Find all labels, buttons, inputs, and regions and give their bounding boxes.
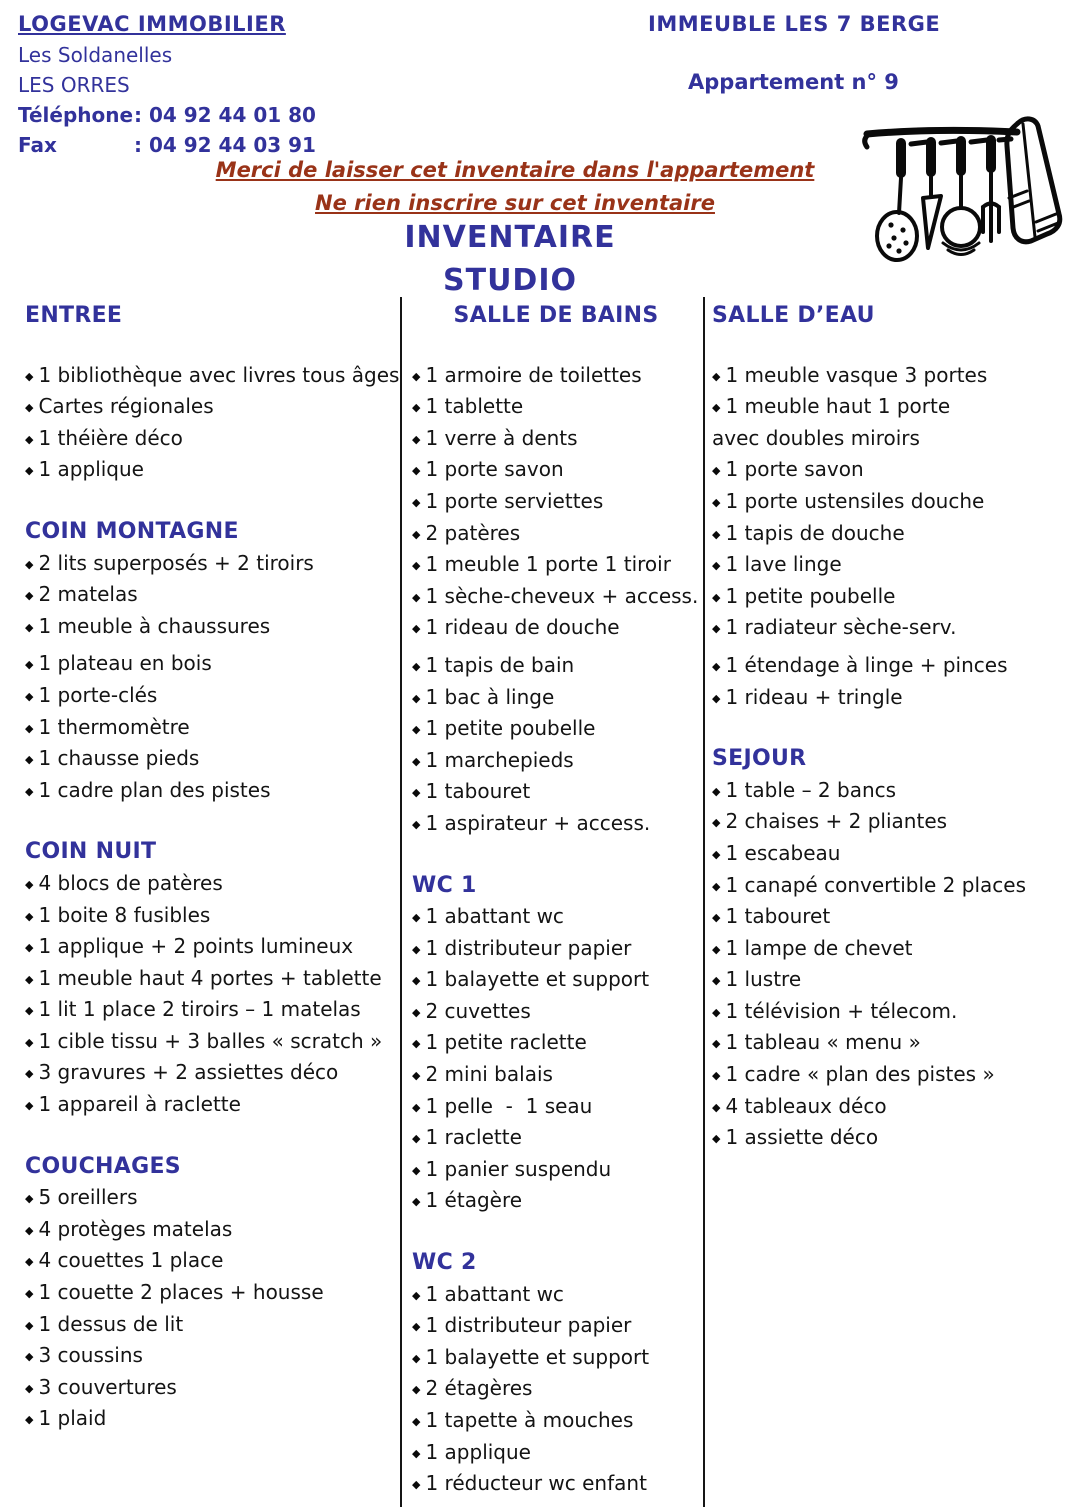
section-header: SEJOUR	[712, 746, 807, 772]
item-text: 1 tapette à mouches	[425, 1408, 634, 1432]
inventory-item	[412, 713, 700, 745]
building-name: IMMEUBLE LES 7 BERGE	[648, 12, 941, 36]
item-text: 1 sèche-cheveux + access.	[425, 583, 699, 608]
diamond-bullet-icon: ◆	[25, 941, 34, 955]
inventory-item	[712, 996, 1032, 1028]
inventory-item	[712, 901, 1032, 933]
diamond-bullet-icon: ◆	[412, 369, 421, 383]
item-text: 1 couette 2 places + housse	[38, 1280, 324, 1305]
diamond-bullet-icon: ◆	[25, 909, 34, 923]
item-text: 1 aspirateur + access.	[425, 810, 651, 835]
inventory-item	[412, 1091, 700, 1123]
agency-residence: Les Soldanelles	[18, 43, 173, 67]
inventory-item	[412, 776, 700, 808]
diamond-bullet-icon: ◆	[712, 401, 721, 415]
item-text: 1 rideau de douche	[425, 615, 620, 640]
diamond-bullet-icon: ◆	[25, 557, 34, 571]
diamond-bullet-icon: ◆	[712, 942, 721, 956]
section-header: SALLE D’EAU	[712, 303, 875, 328]
item-text: 1 chausse pieds	[38, 746, 200, 771]
inventory-item	[412, 996, 700, 1028]
diamond-bullet-icon: ◆	[412, 974, 421, 988]
diamond-bullet-icon: ◆	[25, 784, 34, 798]
diamond-bullet-icon: ◆	[412, 1163, 421, 1177]
inventory-item	[712, 549, 1032, 581]
inventory-item	[412, 391, 700, 423]
item-text: 1 appareil à raclette	[38, 1092, 241, 1117]
item-text: 1 tabouret	[425, 779, 531, 804]
inventory-item	[712, 581, 1032, 613]
item-text: 1 applique + 2 points lumineux	[38, 934, 354, 959]
inventory-item	[25, 1403, 397, 1435]
item-text: 1 petite poubelle	[425, 716, 596, 741]
inventory-item	[25, 963, 397, 995]
agency-block	[18, 8, 316, 160]
item-text: 1 petite raclette	[425, 1030, 587, 1055]
diamond-bullet-icon: ◆	[25, 401, 34, 415]
inventory-item	[412, 1279, 700, 1311]
inventory-item	[412, 933, 700, 965]
item-text: 1 abattant wc	[425, 1281, 564, 1306]
item-text: 1 meuble vasque 3 portes	[725, 362, 988, 387]
item-text: 1 cadre « plan des pistes »	[725, 1062, 995, 1087]
item-text: 1 radiateur sèche-serv.	[725, 615, 957, 640]
inventory-item	[412, 360, 700, 392]
item-text: 1 cadre plan des pistes	[38, 777, 271, 802]
phone-label: Téléphone	[18, 103, 134, 127]
diamond-bullet-icon: ◆	[712, 816, 721, 830]
fax-line	[18, 130, 316, 160]
item-text: 1 armoire de toilettes	[425, 362, 642, 387]
item-text: 1 boite 8 fusibles	[38, 902, 211, 927]
item-text: 1 distributeur papier	[425, 1313, 632, 1338]
diamond-bullet-icon: ◆	[712, 659, 721, 673]
diamond-bullet-icon: ◆	[412, 786, 421, 800]
diamond-bullet-icon: ◆	[25, 1287, 34, 1301]
inventory-item	[412, 581, 700, 613]
inventory-item	[412, 1437, 700, 1469]
diamond-bullet-icon: ◆	[25, 369, 34, 383]
inventory-item	[25, 391, 397, 423]
item-text: 1 pelle - 1 seau	[425, 1093, 593, 1118]
inventory-item	[25, 900, 397, 932]
fax-label: Fax	[18, 133, 57, 157]
agency-name: LOGEVAC IMMOBILIER	[18, 12, 286, 36]
inventory-item	[25, 611, 397, 643]
inventory-item	[412, 745, 700, 777]
item-text: 1 bac à linge	[425, 684, 555, 709]
diamond-bullet-icon: ◆	[25, 1223, 34, 1237]
section-gap	[712, 332, 1032, 360]
diamond-bullet-icon: ◆	[412, 1415, 421, 1428]
inventory-item	[412, 1468, 700, 1500]
item-text: 1 thermomètre	[38, 714, 190, 739]
diamond-bullet-icon: ◆	[712, 495, 721, 509]
inventory-item	[412, 1059, 700, 1091]
item-text: 1 rideau + tringle	[725, 684, 903, 709]
item-text: 1 applique	[38, 457, 144, 482]
inventory-item	[25, 1026, 397, 1058]
inventory-item	[712, 964, 1032, 996]
diamond-bullet-icon: ◆	[712, 847, 721, 861]
item-text: 1 meuble haut 4 portes + tablette	[38, 965, 382, 990]
inventory-item	[412, 1027, 700, 1059]
inventory-item	[712, 454, 1032, 486]
diamond-bullet-icon: ◆	[25, 689, 34, 703]
item-text: 1 balayette et support	[425, 1344, 650, 1369]
inventory-item	[412, 454, 700, 486]
item-text: 2 mini balais	[425, 1062, 553, 1087]
diamond-bullet-icon: ◆	[412, 911, 421, 925]
fax-number: : 04 92 44 03 91	[134, 133, 316, 157]
item-text: 1 applique	[425, 1439, 531, 1464]
item-text: 1 meuble 1 porte 1 tiroir	[425, 552, 671, 577]
item-text: 1 meuble haut 1 porte	[725, 394, 951, 419]
section-header: COIN MONTAGNE	[25, 518, 239, 544]
section-header: COUCHAGES	[25, 1153, 181, 1179]
column-salle-deau	[712, 300, 1032, 1154]
diamond-bullet-icon: ◆	[412, 723, 421, 737]
inventory-item	[412, 1405, 700, 1437]
item-text: 1 étendage à linge + pinces	[725, 652, 1008, 677]
inventory-item	[712, 486, 1032, 518]
phone-line	[18, 100, 316, 130]
inventory-item	[25, 931, 397, 963]
item-text: 1 cible tissu + 3 balles « scratch »	[38, 1028, 383, 1053]
item-text: 1 porte serviettes	[425, 488, 604, 513]
inventory-item	[412, 964, 700, 996]
inventory-item	[25, 454, 397, 486]
item-text: Cartes régionales	[38, 394, 214, 419]
diamond-bullet-icon: ◆	[412, 817, 421, 831]
section-gap	[25, 806, 397, 836]
item-text: avec doubles miroirs	[712, 425, 920, 450]
item-text: 1 abattant wc	[425, 904, 564, 929]
item-text: 1 bibliothèque avec livres tous âges	[38, 362, 400, 387]
inventory-item	[412, 1185, 700, 1217]
diamond-bullet-icon: ◆	[412, 1320, 421, 1334]
diamond-bullet-icon: ◆	[412, 1446, 421, 1460]
item-text: 1 étagère	[425, 1188, 523, 1213]
item-text: 1 panier suspendu	[425, 1156, 612, 1181]
diamond-bullet-icon: ◆	[412, 1478, 421, 1492]
document-title: INVENTAIRE	[404, 220, 616, 255]
inventory-item	[25, 680, 397, 712]
inventory-item	[412, 612, 700, 644]
inventory-item	[25, 579, 397, 611]
diamond-bullet-icon: ◆	[25, 877, 34, 891]
item-text: 1 dessus de lit	[38, 1311, 184, 1336]
inventory-item	[25, 1214, 397, 1246]
inventory-item	[25, 994, 397, 1026]
inventory-item	[25, 548, 397, 580]
section-header: WC 2	[412, 1250, 477, 1276]
diamond-bullet-icon: ◆	[25, 432, 34, 446]
diamond-bullet-icon: ◆	[25, 753, 34, 767]
inventory-item	[412, 1342, 700, 1374]
inventory-item	[25, 1245, 397, 1277]
item-text: 1 marchepieds	[425, 747, 574, 772]
inventory-item	[712, 1059, 1032, 1091]
column-salle-de-bains	[412, 300, 700, 1500]
item-text: 4 blocs de patères	[38, 870, 223, 895]
inventory-item	[712, 391, 1032, 423]
diamond-bullet-icon: ◆	[25, 1381, 34, 1395]
column-divider-right	[703, 297, 705, 1507]
inventory-item	[25, 775, 397, 807]
diamond-bullet-icon: ◆	[712, 691, 721, 705]
diamond-bullet-icon: ◆	[712, 369, 721, 383]
inventory-item	[712, 838, 1032, 870]
item-text: 1 porte-clés	[38, 682, 158, 707]
diamond-bullet-icon: ◆	[25, 464, 34, 478]
diamond-bullet-icon: ◆	[25, 1004, 34, 1018]
item-text: 4 protèges matelas	[38, 1216, 233, 1241]
diamond-bullet-icon: ◆	[25, 1413, 34, 1427]
item-text: 1 réducteur wc enfant	[425, 1471, 647, 1496]
inventory-item	[412, 1373, 700, 1405]
diamond-bullet-icon: ◆	[712, 527, 721, 541]
item-text: 1 plateau en bois	[38, 651, 212, 676]
diamond-bullet-icon: ◆	[25, 620, 34, 634]
inventory-item	[412, 808, 700, 840]
diamond-bullet-icon: ◆	[712, 559, 721, 573]
item-text: 1 lave linge	[725, 552, 842, 577]
diamond-bullet-icon: ◆	[25, 1255, 34, 1269]
inventory-item	[412, 682, 700, 714]
item-text: 1 télévision + télecom.	[725, 998, 958, 1023]
item-text: 2 matelas	[38, 582, 138, 607]
diamond-bullet-icon: ◆	[412, 1100, 421, 1114]
item-text: 1 petite poubelle	[725, 583, 896, 608]
agency-city: LES ORRES	[18, 73, 130, 97]
document-subtitle: STUDIO	[443, 263, 577, 298]
diamond-bullet-icon: ◆	[712, 784, 721, 798]
diamond-bullet-icon: ◆	[712, 1132, 721, 1146]
inventory-item	[712, 1091, 1032, 1123]
item-text: 2 chaises + 2 pliantes	[725, 809, 948, 834]
item-text: 2 patères	[425, 520, 521, 545]
item-text: 1 canapé convertible 2 places	[725, 872, 1026, 897]
diamond-bullet-icon: ◆	[412, 1195, 421, 1209]
item-text: 2 cuvettes	[425, 998, 531, 1023]
section-gap	[412, 332, 700, 360]
item-text: 1 lampe de chevet	[725, 935, 913, 960]
section-header: SALLE DE BAINS	[453, 303, 659, 328]
item-text: 1 tapis de bain	[425, 652, 575, 677]
inventory-item	[412, 1154, 700, 1186]
inventory-item	[712, 1027, 1032, 1059]
diamond-bullet-icon: ◆	[412, 495, 421, 509]
inventory-item	[25, 1182, 397, 1214]
item-text: 1 distributeur papier	[425, 935, 632, 960]
diamond-bullet-icon: ◆	[712, 590, 721, 604]
inventory-item	[25, 743, 397, 775]
diamond-bullet-icon: ◆	[412, 1383, 421, 1397]
inventory-item	[712, 650, 1032, 682]
diamond-bullet-icon: ◆	[412, 1037, 421, 1051]
diamond-bullet-icon: ◆	[712, 1100, 721, 1114]
inventory-item	[412, 486, 700, 518]
inventory-item	[25, 1372, 397, 1404]
item-text: 1 verre à dents	[425, 425, 578, 450]
column-divider-left	[400, 297, 402, 1507]
item-text: 3 coussins	[38, 1343, 143, 1368]
item-text: 1 théière déco	[38, 425, 183, 450]
inventory-item	[712, 682, 1032, 714]
diamond-bullet-icon: ◆	[412, 942, 421, 956]
inventory-item	[25, 648, 397, 680]
section-header: ENTREE	[25, 303, 123, 328]
diamond-bullet-icon: ◆	[712, 911, 721, 925]
diamond-bullet-icon: ◆	[712, 1069, 721, 1083]
diamond-bullet-icon: ◆	[712, 1005, 721, 1019]
inventory-item-continuation	[712, 423, 1032, 455]
inventory-item	[712, 360, 1032, 392]
item-text: 1 escabeau	[725, 840, 841, 865]
inventory-item	[712, 518, 1032, 550]
diamond-bullet-icon: ◆	[412, 1351, 421, 1365]
inventory-item	[25, 1309, 397, 1341]
diamond-bullet-icon: ◆	[712, 1037, 721, 1051]
item-text: 4 couettes 1 place	[38, 1248, 224, 1273]
item-text: 1 assiette déco	[725, 1125, 879, 1150]
diamond-bullet-icon: ◆	[712, 974, 721, 988]
inventory-item	[412, 1122, 700, 1154]
inventory-item	[712, 933, 1032, 965]
diamond-bullet-icon: ◆	[412, 432, 421, 446]
inventory-item	[25, 360, 400, 392]
item-text: 1 table – 2 bancs	[725, 777, 897, 802]
diamond-bullet-icon: ◆	[25, 1192, 34, 1206]
item-text: 1 tapis de douche	[725, 520, 905, 545]
inventory-item	[25, 1089, 397, 1121]
item-text: 1 lustre	[725, 967, 802, 992]
diamond-bullet-icon: ◆	[25, 1035, 34, 1049]
item-text: 1 meuble à chaussures	[38, 613, 271, 638]
inventory-item	[25, 1340, 397, 1372]
item-text: 2 étagères	[425, 1376, 533, 1401]
inventory-item	[412, 901, 700, 933]
inventory-item	[412, 423, 700, 455]
diamond-bullet-icon: ◆	[412, 659, 421, 673]
section-gap	[412, 840, 700, 870]
phone-number: : 04 92 44 01 80	[134, 103, 316, 127]
item-text: 1 lit 1 place 2 tiroirs – 1 matelas	[38, 997, 361, 1022]
item-text: 5 oreillers	[38, 1185, 138, 1210]
diamond-bullet-icon: ◆	[412, 464, 421, 478]
diamond-bullet-icon: ◆	[25, 1067, 34, 1081]
inventory-item	[25, 423, 397, 455]
diamond-bullet-icon: ◆	[412, 1069, 421, 1083]
item-text: 1 balayette et support	[425, 967, 650, 992]
notice-line-2: Ne rien inscrire sur cet inventaire	[315, 191, 715, 215]
diamond-bullet-icon: ◆	[412, 559, 421, 573]
item-text: 3 couvertures	[38, 1374, 177, 1399]
item-text: 4 tableaux déco	[725, 1093, 887, 1118]
inventory-item	[25, 1277, 397, 1309]
diamond-bullet-icon: ◆	[412, 401, 421, 415]
item-text: 1 plaid	[38, 1406, 107, 1431]
diamond-bullet-icon: ◆	[412, 1288, 421, 1302]
diamond-bullet-icon: ◆	[412, 691, 421, 705]
diamond-bullet-icon: ◆	[412, 754, 421, 768]
item-text: 3 gravures + 2 assiettes déco	[38, 1060, 339, 1085]
apartment-number: Appartement n° 9	[688, 70, 899, 94]
diamond-bullet-icon: ◆	[412, 1132, 421, 1146]
diamond-bullet-icon: ◆	[412, 1005, 421, 1019]
diamond-bullet-icon: ◆	[25, 972, 34, 986]
notice-line-1: Merci de laisser cet inventaire dans l'appartement	[215, 158, 815, 182]
inventory-item	[25, 1057, 397, 1089]
diamond-bullet-icon: ◆	[412, 590, 421, 604]
inventory-item	[412, 1310, 700, 1342]
inventory-item	[712, 612, 1032, 644]
diamond-bullet-icon: ◆	[712, 879, 721, 893]
item-text: 1 tableau « menu »	[725, 1030, 921, 1055]
item-text: 1 raclette	[425, 1125, 522, 1150]
section-gap	[25, 332, 397, 360]
section-header: WC 1	[412, 872, 477, 898]
diamond-bullet-icon: ◆	[712, 464, 721, 478]
diamond-bullet-icon: ◆	[25, 1318, 34, 1332]
diamond-bullet-icon: ◆	[25, 1099, 34, 1113]
inventory-item	[412, 518, 700, 550]
item-text: 1 porte savon	[725, 457, 864, 482]
section-gap	[412, 1217, 700, 1247]
inventory-item	[712, 775, 1032, 807]
section-gap	[25, 486, 397, 516]
inventory-item	[25, 712, 397, 744]
item-text: 1 porte ustensiles douche	[725, 488, 985, 513]
inventory-item	[25, 868, 397, 900]
diamond-bullet-icon: ◆	[25, 589, 34, 603]
diamond-bullet-icon: ◆	[412, 622, 421, 636]
inventory-item	[412, 650, 700, 682]
inventory-item	[412, 549, 700, 581]
inventory-item	[712, 1122, 1032, 1154]
section-gap	[25, 1121, 397, 1151]
section-gap	[712, 713, 1032, 743]
diamond-bullet-icon: ◆	[412, 527, 421, 541]
inventory-item	[712, 806, 1032, 838]
item-text: 1 tabouret	[725, 904, 831, 929]
section-header: COIN NUIT	[25, 839, 157, 865]
diamond-bullet-icon: ◆	[712, 622, 721, 636]
diamond-bullet-icon: ◆	[25, 658, 34, 672]
item-text: 1 tablette	[425, 394, 524, 419]
item-text: 2 lits superposés + 2 tiroirs	[38, 550, 314, 575]
diamond-bullet-icon: ◆	[25, 721, 34, 735]
inventory-item	[712, 870, 1032, 902]
item-text: 1 porte savon	[425, 457, 564, 482]
diamond-bullet-icon: ◆	[25, 1350, 34, 1364]
column-entree	[25, 300, 400, 1435]
